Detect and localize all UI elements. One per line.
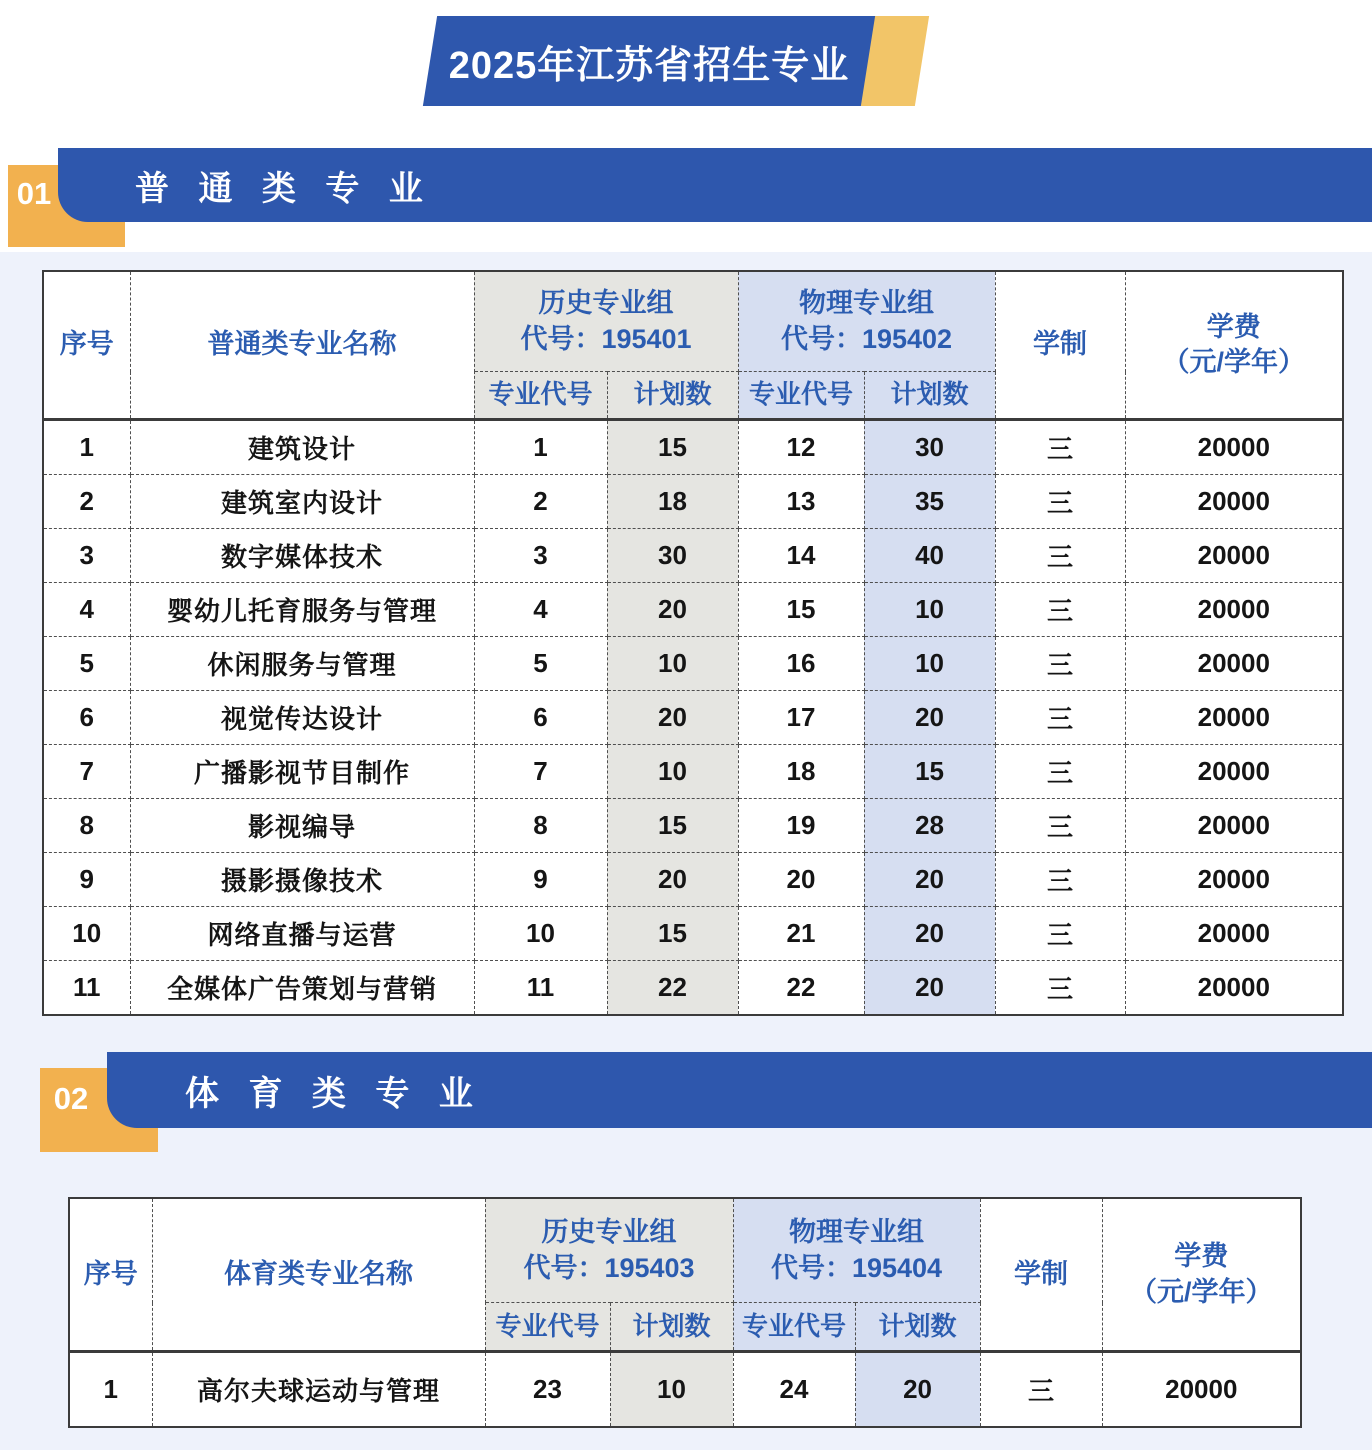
cell-history-code: 6 [474,691,607,745]
cell-physics-plan: 20 [855,1352,980,1428]
cell-physics-plan: 15 [864,745,995,799]
cell-duration: 三 [995,475,1125,529]
cell-physics-code: 21 [738,907,864,961]
cell-duration: 三 [995,691,1125,745]
subheader-plan-count: 计划数 [864,372,995,420]
cell-history-code: 11 [474,961,607,1016]
cell-tuition: 20000 [1125,853,1343,907]
header-tuition [1125,271,1343,420]
subheader-plan-count: 计划数 [610,1303,733,1352]
cell-history-code: 5 [474,637,607,691]
cell-physics-plan: 35 [864,475,995,529]
cell-tuition: 20000 [1125,907,1343,961]
cell-history-plan: 20 [607,853,738,907]
cell-physics-code: 12 [738,420,864,475]
tuition-unit: （元/学年） [1162,347,1306,377]
cell-physics-code: 20 [738,853,864,907]
cell-physics-plan: 20 [864,961,995,1016]
table-body [43,420,1343,1016]
header-seq: 序号 [69,1198,152,1352]
history-group-title: 历史专业组 [538,288,674,319]
section-title: 体 育 类 专 业 [185,1074,483,1113]
cell-history-plan: 15 [607,799,738,853]
cell-physics-plan: 20 [864,907,995,961]
header-physics-group [738,271,995,372]
cell-history-plan: 18 [607,475,738,529]
table-row [43,583,1343,637]
tuition-title: 学费 [1206,311,1261,342]
header-major-name: 体育类专业名称 [152,1198,485,1352]
cell-major-name: 影视编导 [130,799,474,853]
subheader-major-code: 专业代号 [738,372,864,420]
section-number: 02 [53,1081,89,1116]
table-row [43,637,1343,691]
cell-history-plan: 10 [607,637,738,691]
subheader-plan-count: 计划数 [607,372,738,420]
table-row [43,961,1343,1016]
cell-physics-code: 17 [738,691,864,745]
cell-history-plan: 15 [607,420,738,475]
cell-tuition: 20000 [1125,961,1343,1016]
page-title-banner [430,16,922,106]
cell-physics-plan: 10 [864,637,995,691]
physics-group-code: 代号：195402 [780,323,953,354]
cell-physics-plan: 40 [864,529,995,583]
table-row [43,745,1343,799]
cell-physics-plan: 10 [864,583,995,637]
cell-history-plan: 10 [607,745,738,799]
cell-duration: 三 [995,799,1125,853]
cell-physics-code: 15 [738,583,864,637]
cell-physics-plan: 20 [864,853,995,907]
cell-duration: 三 [995,961,1125,1016]
table-row [43,529,1343,583]
cell-history-plan: 10 [610,1352,733,1428]
cell-history-code: 2 [474,475,607,529]
history-group-code: 代号：195403 [523,1252,695,1283]
header-history-group [474,271,738,372]
cell-history-plan: 20 [607,583,738,637]
section-title: 普 通 类 专 业 [135,169,433,208]
subheader-major-code: 专业代号 [485,1303,610,1352]
cell-physics-code: 19 [738,799,864,853]
cell-history-code: 7 [474,745,607,799]
table-row [43,691,1343,745]
cell-seq: 7 [43,745,130,799]
cell-seq: 9 [43,853,130,907]
header-duration: 学制 [995,271,1125,420]
cell-physics-plan: 20 [864,691,995,745]
cell-physics-code: 13 [738,475,864,529]
table-header [69,1198,1301,1352]
cell-major-name: 摄影摄像技术 [130,853,474,907]
cell-history-code: 10 [474,907,607,961]
tuition-unit: （元/学年） [1130,1276,1273,1307]
cell-history-plan: 22 [607,961,738,1016]
subheader-major-code: 专业代号 [733,1303,855,1352]
cell-history-code: 3 [474,529,607,583]
cell-duration: 三 [980,1352,1102,1428]
section-header-regular [0,148,1372,248]
cell-seq: 6 [43,691,130,745]
cell-duration: 三 [995,745,1125,799]
cell-tuition: 20000 [1125,637,1343,691]
cell-history-code: 8 [474,799,607,853]
cell-tuition: 20000 [1125,691,1343,745]
table-row [43,799,1343,853]
cell-major-name: 休闲服务与管理 [130,637,474,691]
header-duration: 学制 [980,1198,1102,1352]
cell-history-code: 4 [474,583,607,637]
cell-duration: 三 [995,637,1125,691]
cell-physics-code: 24 [733,1352,855,1428]
cell-history-code: 1 [474,420,607,475]
cell-seq: 1 [43,420,130,475]
cell-duration: 三 [995,907,1125,961]
cell-seq: 5 [43,637,130,691]
cell-history-plan: 20 [607,691,738,745]
cell-major-name: 视觉传达设计 [130,691,474,745]
cell-seq: 3 [43,529,130,583]
subheader-plan-count: 计划数 [855,1303,980,1352]
cell-major-name: 网络直播与运营 [130,907,474,961]
header-tuition [1102,1198,1301,1352]
table-row [43,907,1343,961]
cell-seq: 4 [43,583,130,637]
table-row [69,1352,1301,1428]
table-body [69,1352,1301,1428]
header-seq: 序号 [43,271,130,420]
regular-majors-table [42,270,1344,1016]
cell-tuition: 20000 [1125,529,1343,583]
cell-major-name: 建筑室内设计 [130,475,474,529]
cell-history-code: 9 [474,853,607,907]
cell-tuition: 20000 [1125,799,1343,853]
cell-tuition: 20000 [1125,475,1343,529]
cell-major-name: 建筑设计 [130,420,474,475]
cell-physics-code: 16 [738,637,864,691]
cell-duration: 三 [995,853,1125,907]
table-row [43,420,1343,475]
cell-tuition: 20000 [1125,583,1343,637]
cell-physics-plan: 28 [864,799,995,853]
cell-duration: 三 [995,583,1125,637]
cell-major-name: 婴幼儿托育服务与管理 [130,583,474,637]
physics-group-code: 代号：195404 [770,1252,943,1283]
subheader-major-code: 专业代号 [474,372,607,420]
table-row [43,853,1343,907]
cell-physics-plan: 30 [864,420,995,475]
cell-history-plan: 30 [607,529,738,583]
section-header-sports [0,1052,1372,1162]
cell-tuition: 20000 [1102,1352,1301,1428]
cell-major-name: 数字媒体技术 [130,529,474,583]
header-physics-group [733,1198,980,1303]
history-group-title: 历史专业组 [541,1217,677,1248]
cell-tuition: 20000 [1125,420,1343,475]
header-history-group [485,1198,733,1303]
cell-physics-code: 18 [738,745,864,799]
cell-seq: 8 [43,799,130,853]
cell-seq: 1 [69,1352,152,1428]
page-title: 2025年江苏省招生专业 [448,44,850,87]
cell-tuition: 20000 [1125,745,1343,799]
cell-seq: 10 [43,907,130,961]
cell-duration: 三 [995,529,1125,583]
cell-major-name: 全媒体广告策划与营销 [130,961,474,1016]
cell-physics-code: 14 [738,529,864,583]
section-number: 01 [16,176,52,211]
cell-history-plan: 15 [607,907,738,961]
physics-group-title: 物理专业组 [789,1217,925,1248]
header-major-name: 普通类专业名称 [130,271,474,420]
table-header [43,271,1343,420]
physics-group-title: 物理专业组 [799,288,935,319]
cell-physics-code: 22 [738,961,864,1016]
table-row [43,475,1343,529]
cell-seq: 2 [43,475,130,529]
cell-major-name: 高尔夫球运动与管理 [152,1352,485,1428]
sports-majors-table [68,1197,1302,1428]
cell-major-name: 广播影视节目制作 [130,745,474,799]
cell-history-code: 23 [485,1352,610,1428]
history-group-code: 代号：195401 [520,323,692,354]
tuition-title: 学费 [1174,1241,1229,1272]
cell-seq: 11 [43,961,130,1016]
cell-duration: 三 [995,420,1125,475]
